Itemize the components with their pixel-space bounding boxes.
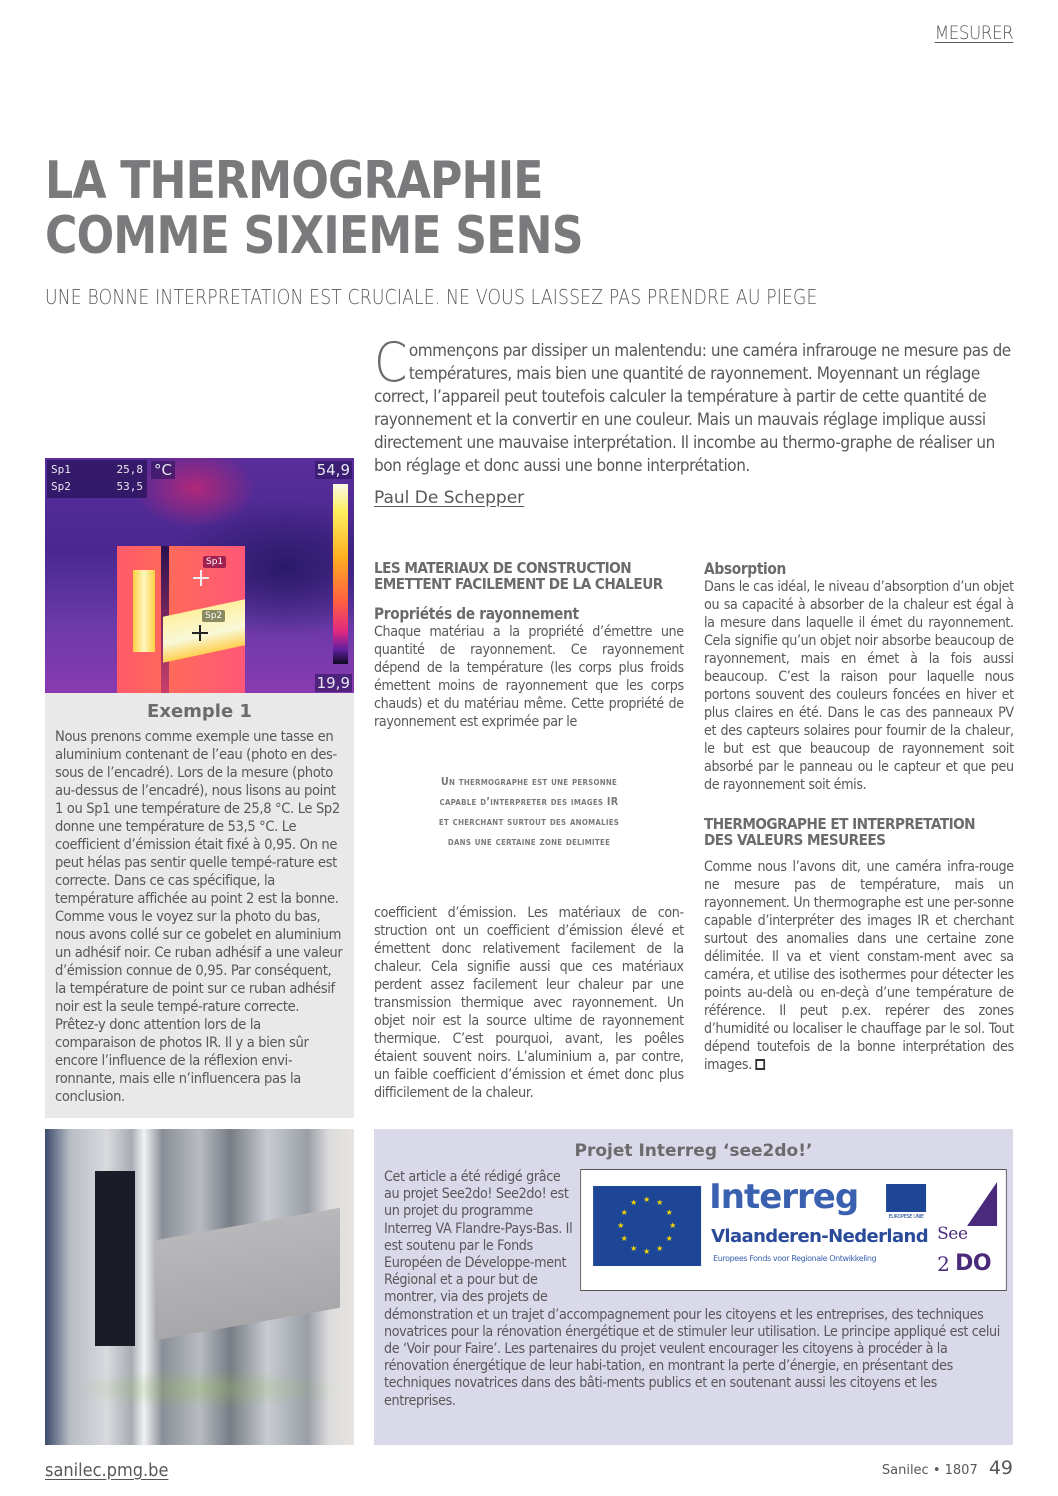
interreg-region: Vlaanderen-Nederland — [711, 1226, 929, 1247]
intro-paragraph — [374, 331, 1013, 478]
eu-star-icon: ★ — [630, 1198, 637, 1208]
spot-label-sp2: Sp2 — [202, 610, 225, 622]
readout-label: Sp1 — [51, 463, 71, 476]
readout-value: 53,5 — [116, 480, 143, 493]
eu-star-icon: ★ — [643, 1195, 650, 1204]
column-middle-continued — [374, 904, 684, 1102]
pull-quote — [374, 772, 684, 856]
interreg-text: Cet article a été rédigé grâce au projet See2do! See2do! est un projet du programme Interreg VA Flandre-Pays-Bas. Il est soutenu par le Fonds Européen de Développe-ment Régional et a pour but de montrer, via des projets de démonstration et un trajet d’accompagnement pour les citoyens et les entreprises, des techniques novatrices pour la rénovation énergétique et de stimuler leur utilisation. Le principe appliqué est celui de ‘Voir pour Faire’. Les partenaires du projet veulent encourager les citoyens à procéder à la rénovation énergétique de leur habi-tation, en montrant la perte d’énergie, en présentant des techniques novatrices dans des bâti-ments publics et en soutenant aussi les citoyens et les entreprises. — [384, 1169, 1000, 1409]
scale-max-value: 54,9 — [316, 461, 350, 479]
intro-block — [374, 331, 1014, 508]
eu-star-icon: ★ — [617, 1221, 624, 1230]
author-byline: Paul De Schepper — [374, 488, 525, 508]
paragraph: coefficient d’émission. Les matériaux de con-struction ont un coefficient d’émission élevé et émettent donc relativement facilement de la chaleur. Cela signifie aussi que ces matériaux perdent assez facilement leur chaleur par une transmission thermique avec rayonnement. Un objet noir est la source ultime de rayonnement thermique. C’est pourquoi, avant, les poêles étaient souvent noirs. L’aluminium a, par contre, un faible coefficient d’émission et émet donc plus difficilement de la chaleur. — [374, 905, 684, 1101]
paragraph: Chaque matériau a la propriété d’émettre une quantité de rayonnement. Ce rayonnement dépend de la température (les corps plus froids émettent moins de rayonnement que les corps chauds) et du matériau même. Cette propriété de rayonnement est exprimée par le — [374, 624, 684, 730]
eu-label: EUROPESE UNIE — [888, 1214, 924, 1220]
scale-min-value: 19,9 — [316, 674, 350, 692]
readout-label: Sp2 — [51, 480, 71, 493]
eu-star-icon: ★ — [665, 1208, 673, 1217]
drop-cap: C — [374, 331, 408, 394]
end-of-article-icon — [755, 1059, 765, 1070]
column-right — [704, 560, 1014, 1074]
pull-quote-line: capable d’interpreter des images IR — [439, 795, 619, 808]
magazine-issue: Sanilec • 1807 — [881, 1463, 978, 1478]
website-link[interactable]: sanilec.pmg.be — [45, 1460, 169, 1481]
temperature-unit: °C — [151, 461, 175, 479]
eu-star-icon: ★ — [656, 1243, 663, 1253]
eu-flag-icon — [593, 1186, 701, 1266]
black-tape-shape — [95, 1171, 135, 1346]
interreg-logo-content — [581, 1170, 1008, 1289]
article-subtitle: UNE BONNE INTERPRETATION EST CRUCIALE. NE VOUS LAISSEZ PAS PRENDRE AU PIEGE — [45, 285, 818, 309]
eu-star-icon: ★ — [669, 1221, 676, 1230]
eu-mini-flag-icon — [886, 1184, 926, 1212]
see2do-triangle-icon — [967, 1182, 997, 1226]
footer-info — [882, 1456, 1013, 1483]
see2do-two: 2 — [937, 1252, 950, 1276]
example-text: Nous prenons comme exemple une tasse en aluminium contenant de l’eau (photo en des-sous de l’encadré). Lors de la mesure (photo au-dessus de l’encadré), nous lisons au point 1 ou Sp1 une température de 25,8 °C. Le Sp2 donne une température de 53,5 °C. Le coefficient d’émission était fixé à 0,95. On ne peut hélas pas sentir quelle tempé-rature est correcte. Dans ce cas spécifique, la température affichée au point 2 est la bonne. Comme vous le voyez sur la photo du bas, nous avons collé sur ce gobelet en aluminium un adhésif noir. Ce ruban adhésif a une valeur d’émission connue de 0,95. Par conséquent, la température de point sur ce ruban adhésif noir est la seule tempé-rature correcte. Prêtez-y donc attention lors de la comparaison de photos IR. Il y a bien sûr encore l’influence de la réflexion envi-ronnante, mais elle n’influencera pas la conclusion. — [55, 728, 343, 1105]
crosshair-icon — [193, 570, 209, 586]
grey-tape-shape — [155, 1208, 340, 1341]
interreg-title: Projet Interreg ‘see2do!’ — [574, 1141, 813, 1161]
see2do-see: See — [937, 1224, 968, 1244]
spot-label-sp1: Sp1 — [203, 556, 226, 568]
see2do-do: DO — [955, 1251, 992, 1276]
color-scale-bar — [333, 484, 348, 664]
interreg-brand: Interreg — [709, 1177, 859, 1217]
pull-quote-line: et cherchant surtout des anomalies — [438, 815, 620, 828]
intro-text: ommençons par dissiper un malentendu: une caméra infrarouge ne mesure pas de températures, mais bien une quantité de rayonnement. Moyennant un réglage correct, l’appareil peut toutefois calculer la température à partir de cette quantité de rayonnement et la convertir en une couleur. Mais un mauvais réglage implique aussi directement une mauvaise interprétation. Il incombe au thermo-graphe de réaliser un bon réglage et donc aussi une bonne interprétation. — [374, 341, 1011, 476]
pull-quote-line: dans une certaine zone delimitee — [447, 835, 611, 848]
eu-star-icon: ★ — [656, 1198, 663, 1208]
column-middle — [374, 560, 684, 760]
article-title — [45, 151, 583, 266]
example-title: Exemple 1 — [147, 701, 252, 722]
eu-star-icon: ★ — [643, 1247, 650, 1256]
spot-readout-panel — [47, 460, 147, 498]
thermal-image — [45, 458, 354, 693]
subheading-absorption: Absorption — [704, 560, 787, 578]
pull-quote-line: Un thermographe est une personne — [440, 775, 618, 788]
eu-star-icon: ★ — [620, 1208, 628, 1217]
aluminium-cup-photo — [45, 1129, 354, 1445]
photo-glow — [65, 1369, 345, 1409]
interreg-logo — [580, 1169, 1007, 1291]
paragraph — [704, 858, 1014, 1074]
eu-star-icon: ★ — [620, 1234, 628, 1243]
section-heading-thermographer: THERMOGRAPHE ET INTERPRETATION DES VALEURS MESUREES — [704, 815, 976, 849]
title-line-1: LA THERMOGRAPHIE — [45, 151, 543, 211]
thermal-black-tape-shape — [133, 570, 155, 652]
title-line-2: COMME SIXIEME SENS — [45, 206, 583, 266]
paragraph-text: Comme nous l’avons dit, une caméra infra-rouge ne mesure pas de température, mais un rayonnement. Un thermographe est une per-sonne capable d’interpréter des images IR et cherchant surtout des anomalies dans une certaine zone délimitée. Il va et vient constam-ment avec sa caméra, et utilise des isothermes pour détecter les points au-delà ou en-deçà d’une température de référence. Il peut p.ex. repérer des zones d’humidité ou localiser le chauffage par le sol. Tout dépend toutefois de la bonne interprétation des images. — [704, 859, 1014, 1073]
interreg-fund: Europees Fonds voor Regionale Ontwikkeling — [713, 1254, 877, 1263]
readout-row-sp1 — [51, 461, 143, 478]
readout-row-sp2 — [51, 478, 143, 495]
page-number: 49 — [988, 1457, 1013, 1479]
readout-value: 25,8 — [116, 463, 143, 476]
interreg-box — [374, 1129, 1013, 1445]
interreg-body — [384, 1169, 1003, 1410]
section-heading-materials: LES MATERIAUX DE CONSTRUCTION EMETTENT FACILEMENT DE LA CHALEUR — [374, 559, 663, 593]
paragraph: Dans le cas idéal, le niveau d’absorption d’un objet ou sa capacité à absorber de la chaleur est égal à la mesure dans laquelle il émet du rayonnement. Cela signifie qu’un objet noir absorbe beaucoup de rayonnement, mais en émet à la fois aussi beaucoup. C’est la raison pour laquelle nous portons souvent des couleurs foncées en hiver et plus claires en été. Dans le cas des panneaux PV et des capteurs solaires pour fournir de la chaleur, le but est que beaucoup de rayonnement soit absorbé par le panneau ou le capteur et que peu de rayonnement soit émis. — [704, 579, 1014, 793]
eu-star-icon: ★ — [630, 1243, 637, 1253]
crosshair-icon — [192, 625, 208, 641]
see2do-logo — [937, 1180, 1003, 1284]
eu-star-icon: ★ — [665, 1234, 673, 1243]
subheading-radiation: Propriétés de rayonnement — [374, 605, 579, 623]
section-tag: MESURER — [934, 22, 1013, 44]
example-sidebar — [45, 693, 354, 1118]
